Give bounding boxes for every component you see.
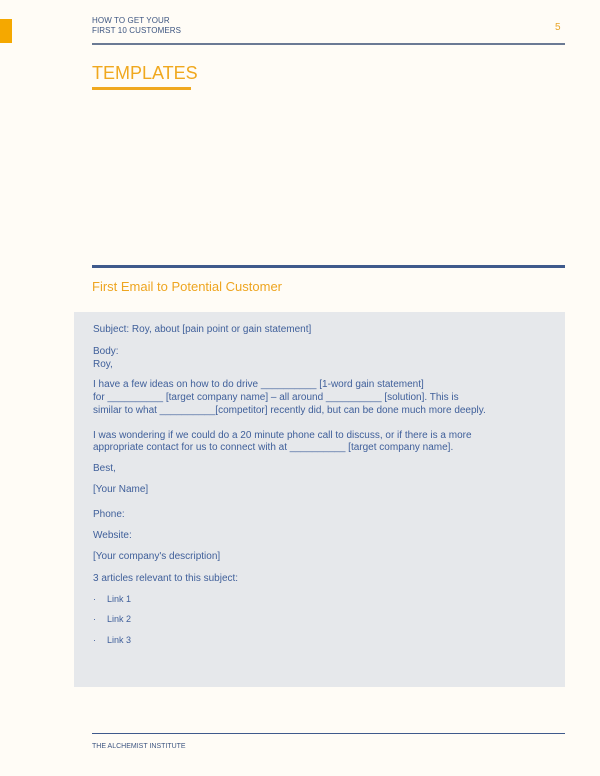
link-1[interactable]: Link 1 <box>107 594 132 604</box>
link-2[interactable]: Link 2 <box>107 614 132 624</box>
page-number: 5 <box>555 22 561 33</box>
section-divider <box>92 265 565 268</box>
running-header <box>92 16 181 36</box>
header-line-1: HOW TO GET YOUR <box>92 16 170 25</box>
email-template-box <box>74 312 565 687</box>
phone-label: Phone: <box>93 509 125 520</box>
paragraph-1-line: I have a few ideas on how to do drive __________ [1-word gain statement] <box>93 379 424 390</box>
bullet-icon: · <box>93 614 96 624</box>
header-divider <box>92 43 565 45</box>
your-name: [Your Name] <box>93 484 149 495</box>
bullet-icon: · <box>93 594 96 604</box>
company-description: [Your company's description] <box>93 551 221 562</box>
paragraph-2-line: appropriate contact for us to connect with at __________ [target company name]. <box>93 442 454 453</box>
body-label: Body: <box>93 346 119 357</box>
orange-tab-marker <box>0 19 12 43</box>
articles-label: 3 articles relevant to this subject: <box>93 573 239 584</box>
footer-divider <box>92 733 565 734</box>
signoff: Best, <box>93 463 116 474</box>
paragraph-1-line: similar to what __________[competitor] recently did, but can be done much more deeply. <box>93 405 486 416</box>
footer-text: THE ALCHEMIST INSTITUTE <box>92 743 186 750</box>
website-label: Website: <box>93 530 132 541</box>
email-subject: Subject: Roy, about [pain point or gain statement] <box>93 324 312 335</box>
section-title: First Email to Potential Customer <box>92 279 283 294</box>
header-line-2: FIRST 10 CUSTOMERS <box>92 26 182 35</box>
title-underline <box>92 87 191 90</box>
greeting: Roy, <box>93 359 113 370</box>
paragraph-1-line: for __________ [target company name] – all around __________ [solution]. This is <box>93 392 459 403</box>
link-3[interactable]: Link 3 <box>107 635 132 645</box>
bullet-icon: · <box>93 635 96 645</box>
page-title: TEMPLATES <box>92 63 198 83</box>
paragraph-2-line: I was wondering if we could do a 20 minute phone call to discuss, or if there is a more <box>93 430 472 441</box>
